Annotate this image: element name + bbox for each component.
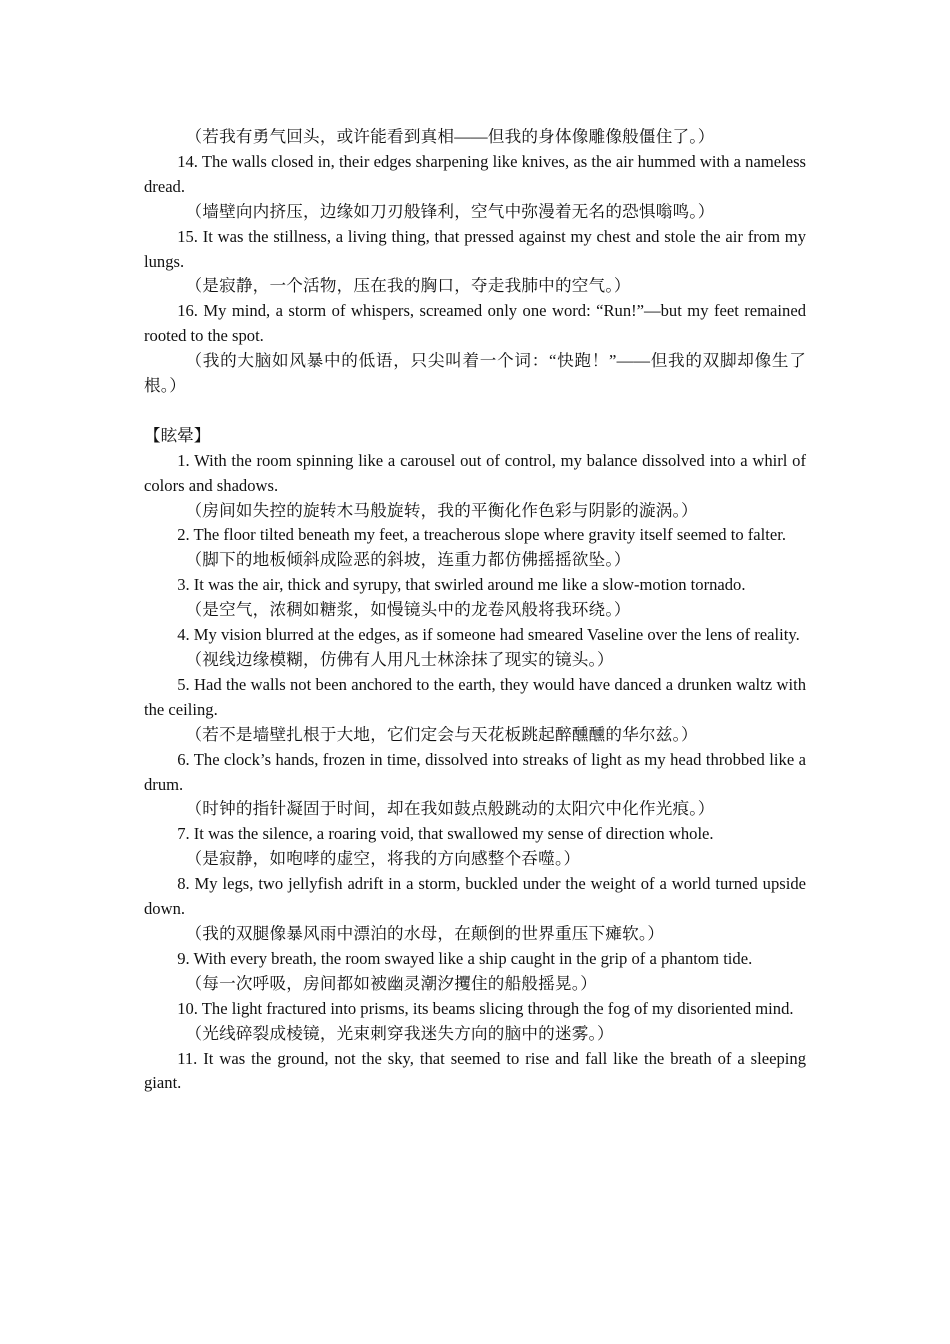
- translation-15: （是寂静，一个活物，压在我的胸口，夺走我肺中的空气。）: [185, 276, 631, 296]
- section-heading: 【眩晕】: [144, 425, 211, 445]
- dizzy-translation-9: （每一次呼吸，房间都如被幽灵潮汐攫住的船般摇晃。）: [185, 973, 598, 993]
- dizzy-translation-1: （房间如失控的旋转木马般旋转，我的平衡化作色彩与阴影的漩涡。）: [185, 500, 698, 520]
- translation-16: （我的大脑如风暴中的低语，只尖叫着一个词：“快跑！”——但我的双脚却像生了根。）: [144, 351, 806, 396]
- dizzy-sentence-2: 2. The floor tilted beneath my feet, a treacherous slope where gravity itself seemed to falter.: [177, 525, 787, 545]
- dizzy-translation-8: （我的双腿像暴风雨中漂泊的水母，在颠倒的世界重压下瘫软。）: [185, 923, 665, 943]
- sentence-14: 14. The walls closed in, their edges sharpening like knives, as the air hummed with a nameless dread.: [144, 151, 806, 196]
- dizzy-translation-5: （若不是墙壁扎根于大地，它们定会与天花板跳起醉醺醺的华尔兹。）: [185, 724, 698, 744]
- dizzy-sentence-9: 9. With every breath, the room swayed like a ship caught in the grip of a phantom tide.: [177, 948, 753, 968]
- dizzy-sentence-11: 11. It was the ground, not the sky, that seemed to rise and fall like the breath of a sleeping giant.: [144, 1048, 806, 1093]
- dizzy-sentence-6: 6. The clock’s hands, frozen in time, dissolved into streaks of light as my head throbbed like a drum.: [144, 749, 806, 794]
- dizzy-translation-6: （时钟的指针凝固于时间，却在我如鼓点般跳动的太阳穴中化作光痕。）: [185, 799, 715, 819]
- dizzy-translation-7: （是寂静，如咆哮的虚空，将我的方向感整个吞噬。）: [185, 849, 581, 869]
- dizzy-sentence-3: 3. It was the air, thick and syrupy, that swirled around me like a slow-motion tornado.: [177, 575, 746, 595]
- sentence-15: 15. It was the stillness, a living thing, that pressed against my chest and stole the air from my lungs.: [144, 226, 806, 271]
- translation-line: （若我有勇气回头，或许能看到真相——但我的身体像雕像般僵住了。）: [185, 127, 715, 146]
- dizzy-sentence-5: 5. Had the walls not been anchored to the earth, they would have danced a drunken waltz with the ceiling.: [144, 674, 806, 719]
- dizzy-sentence-4: 4. My vision blurred at the edges, as if someone had smeared Vaseline over the lens of reality.: [177, 625, 800, 645]
- dizzy-sentence-7: 7. It was the silence, a roaring void, that swallowed my sense of direction whole.: [177, 824, 714, 844]
- sentence-16: 16. My mind, a storm of whispers, screamed only one word: “Run!”—but my feet remained rooted to the spot.: [144, 301, 806, 346]
- dizzy-sentence-8: 8. My legs, two jellyfish adrift in a storm, buckled under the weight of a world turned upside down.: [144, 874, 806, 919]
- document-page: [144, 125, 806, 1096]
- dizzy-translation-4: （视线边缘模糊，仿佛有人用凡士林涂抹了现实的镜头。）: [185, 650, 614, 670]
- translation-14: （墙壁向内挤压，边缘如刀刃般锋利，空气中弥漫着无名的恐惧嗡鸣。）: [185, 201, 715, 221]
- dizzy-translation-2: （脚下的地板倾斜成险恶的斜坡，连重力都仿佛摇摇欲坠。）: [185, 550, 631, 570]
- dizzy-sentence-1: 1. With the room spinning like a carousel out of control, my balance dissolved into a whirl of colors and shadows.: [144, 450, 806, 495]
- dizzy-translation-10: （光线碎裂成棱镜，光束刺穿我迷失方向的脑中的迷雾。）: [185, 1023, 614, 1043]
- dizzy-sentence-10: 10. The light fractured into prisms, its beams slicing through the fog of my disoriented mind.: [177, 998, 794, 1018]
- dizzy-translation-3: （是空气，浓稠如糖浆，如慢镜头中的龙卷风般将我环绕。）: [185, 600, 631, 620]
